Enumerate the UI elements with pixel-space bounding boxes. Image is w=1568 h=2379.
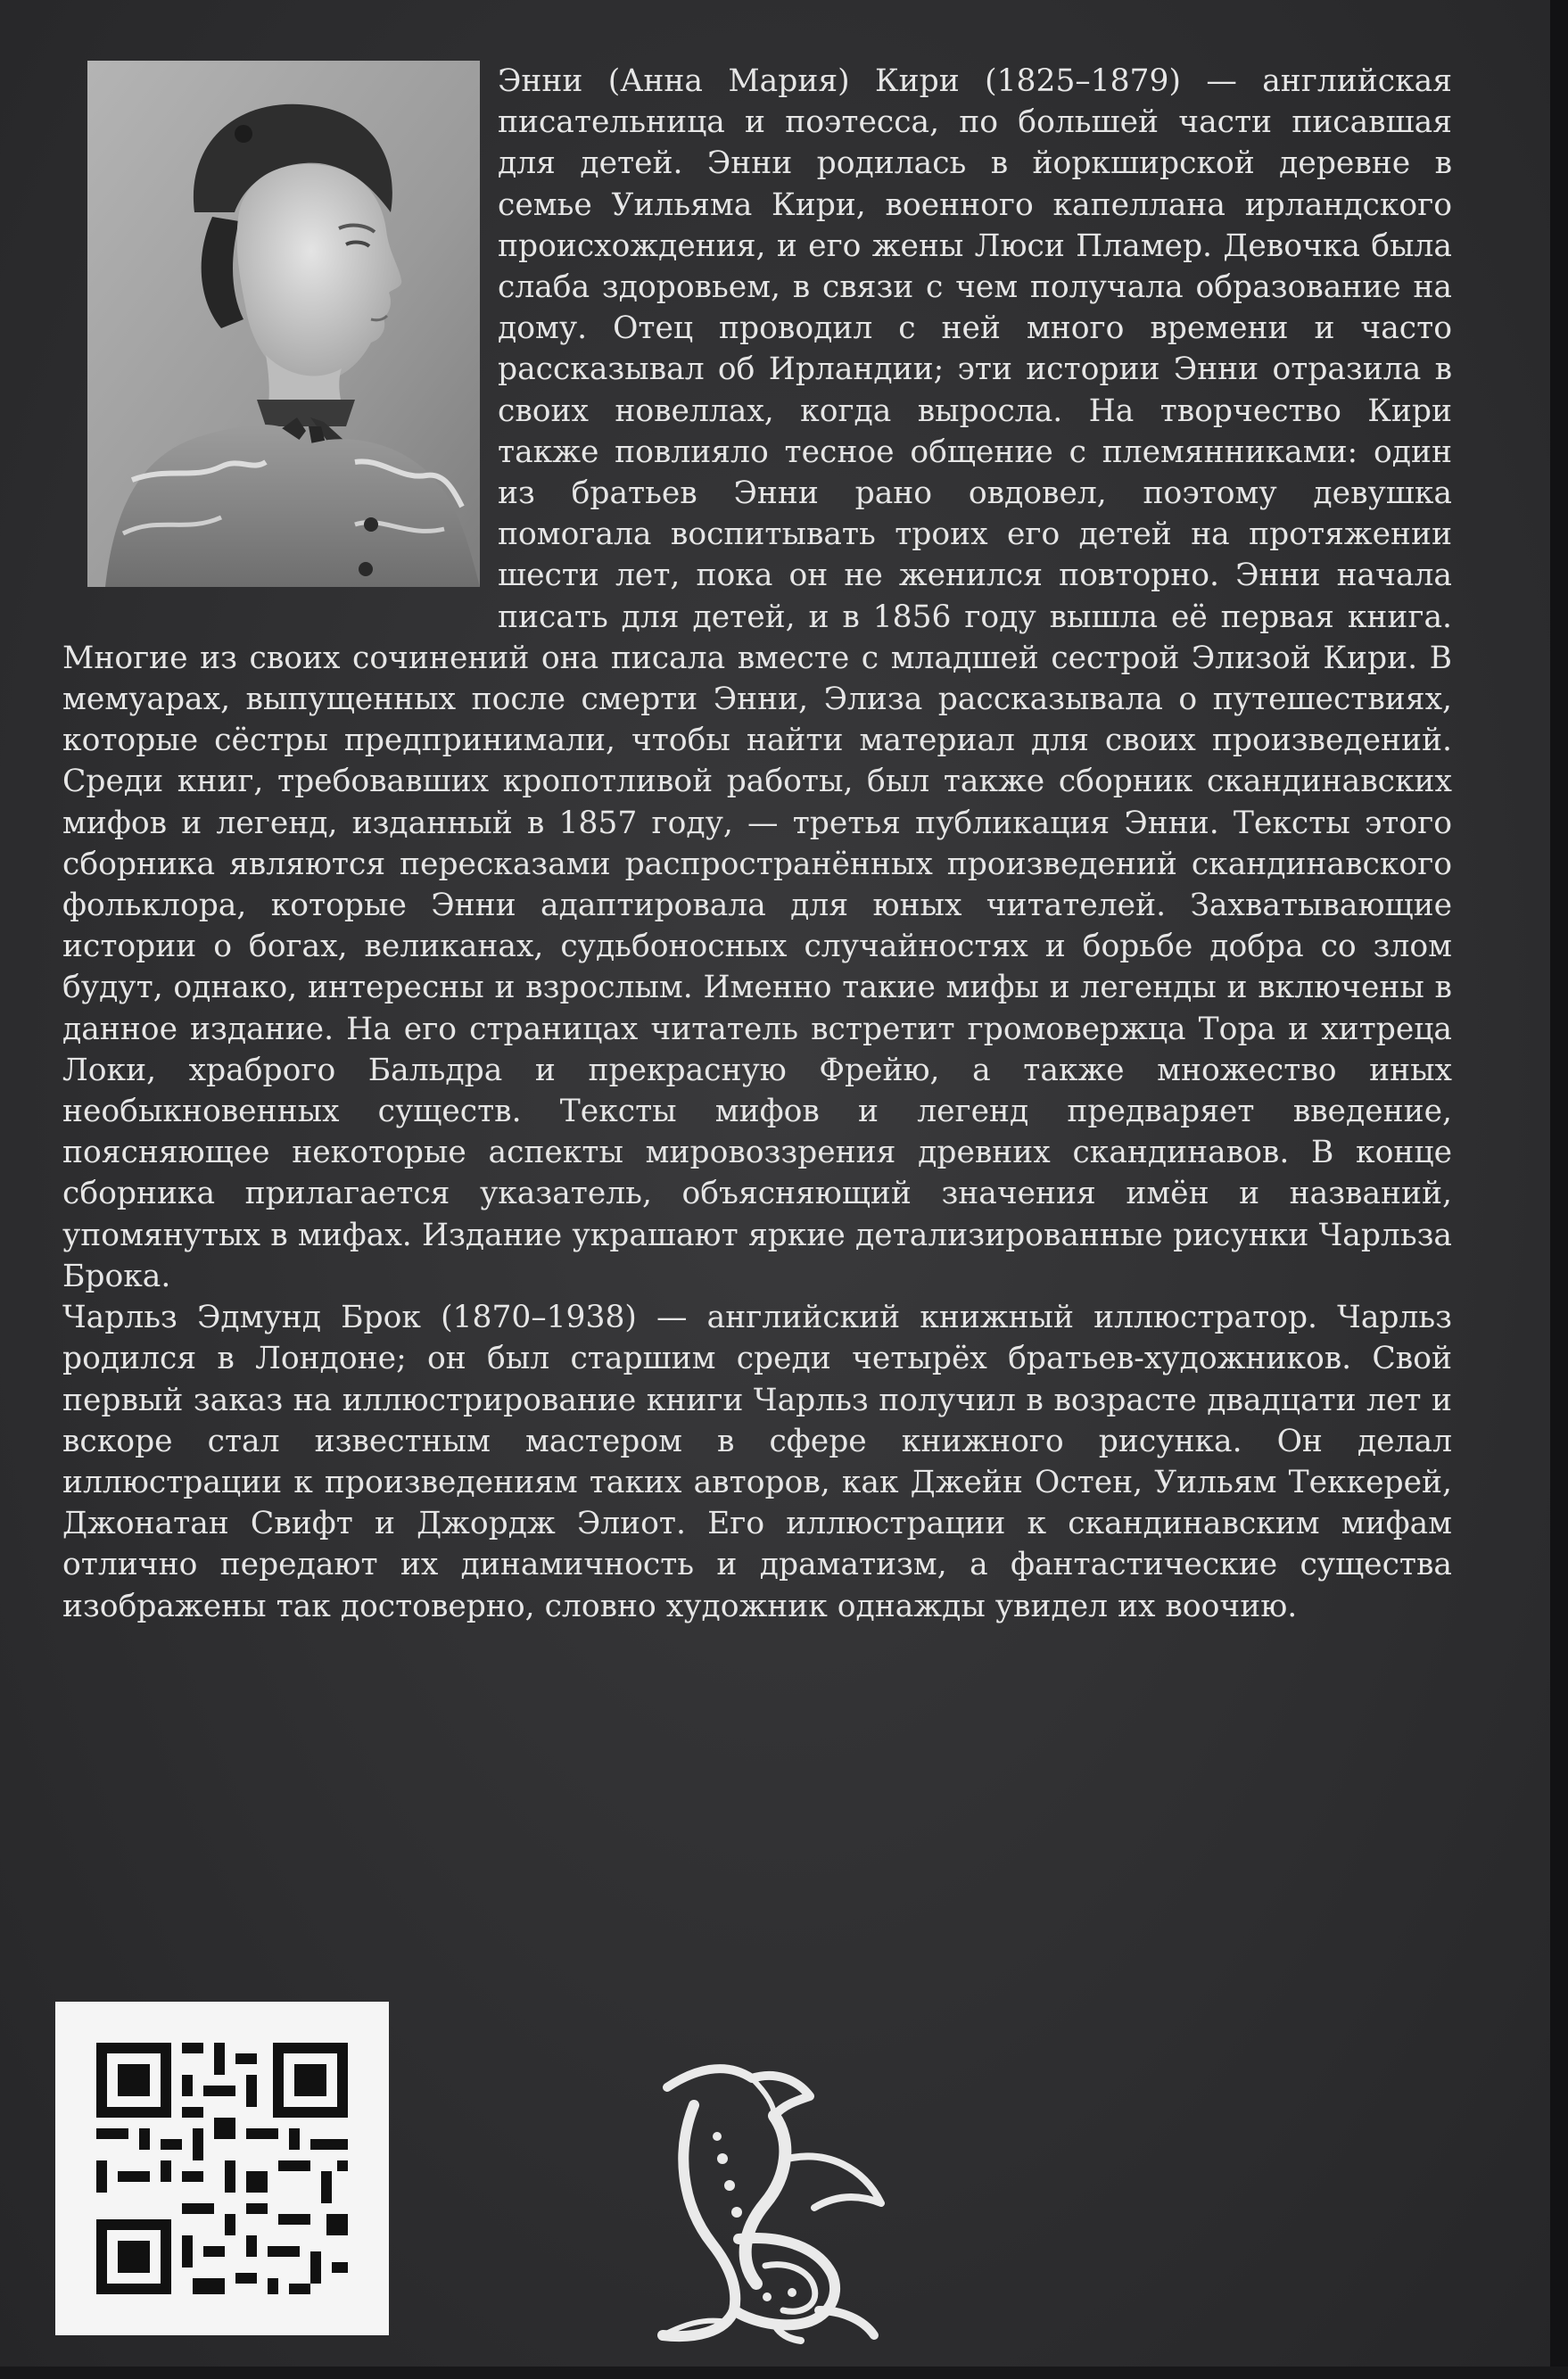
cover-right-edge <box>1550 0 1568 2379</box>
portrait-spacer <box>62 61 498 614</box>
description-text <box>62 61 1452 1627</box>
qr-code <box>55 2002 389 2335</box>
illustrator-biography: Чарльз Эдмунд Брок (1870–1938) — английский книжный иллюстратор. Чарльз родился в Лондоне; он был старшим среди четырёх братьев-художников. Свой первый заказ на иллюстрирование книги Чарльз получил в возрасте двадцати лет и вскоре стал известным мастером в сфере книжного рисунка. Он делал иллюстрации к произведениям таких авторов, как Джейн Остен, Уильям Теккерей, Джонатан Свифт и Джордж Элиот. Его иллюстрации к скандинавским мифам отлично передают их динамичность и драматизм, а фантастические существа изображены так достоверно, словно художник однажды увидел их воочию. <box>62 1300 1452 1624</box>
author-biography: Энни (Анна Мария) Кири (1825–1879) — английская писательница и поэтесса, по большей части писавшая для детей. Энни родилась в йоркширской деревне в семье Уильяма Кири, военного капеллана ирландского происхождения, и его жены Люси Пламер. Девочка была слаба здоровьем, в связи с чем получала образование на дому. Отец проводил с ней много времени и часто рассказывал об Ирландии; эти истории Энни отразила в своих новеллах, когда выросла. На творчество Кири также повлияло тесное общение с племянниками: один из братьев Энни рано овдовел, поэтому девушка помогала воспитывать троих его детей на протяжении шести лет, пока он не женился повторно. Энни начала писать для детей, и в 1856 году вышла её первая книга. Многие из своих сочинений она писала вместе с младшей сестрой Элизой Кири. В мемуарах, выпущенных после смерти Энни, Элиза рассказывала о путешествиях, которые сёстры предпринимали, чтобы найти материал для своих произведений. Среди книг, требовавших кропотливой работы, был также сборник скандинавских мифов и легенд, изданный в 1857 году, — третья публикация Энни. Тексты этого сборника являются пересказами распространённых произведений скандинавского фольклора, которые Энни адаптировала для юных читателей. Захватывающие истории о богах, великанах, судьбоносных случайностях и борьбе добра со злом будут, однако, интересны и взрослым. Именно такие мифы и легенды и включены в данное издание. На его страницах читатель встретит громовержца Тора и хитреца Локи, храброго Бальдра и прекрасную Фрейю, а также множество иных необыкновенных существ. Тексты мифов и легенд предваряет введение, поясняющее некоторые аспекты мировоззрения древних скандинавов. В конце сборника прилагается указатель, объясняющий значения имён и названий, упомянутых в мифах. Издание украшают яркие детализированные рисунки Чарльза Брока. <box>62 63 1452 1294</box>
cover-bottom-edge <box>0 2367 1568 2379</box>
publisher-dragon-logo <box>640 2052 908 2346</box>
